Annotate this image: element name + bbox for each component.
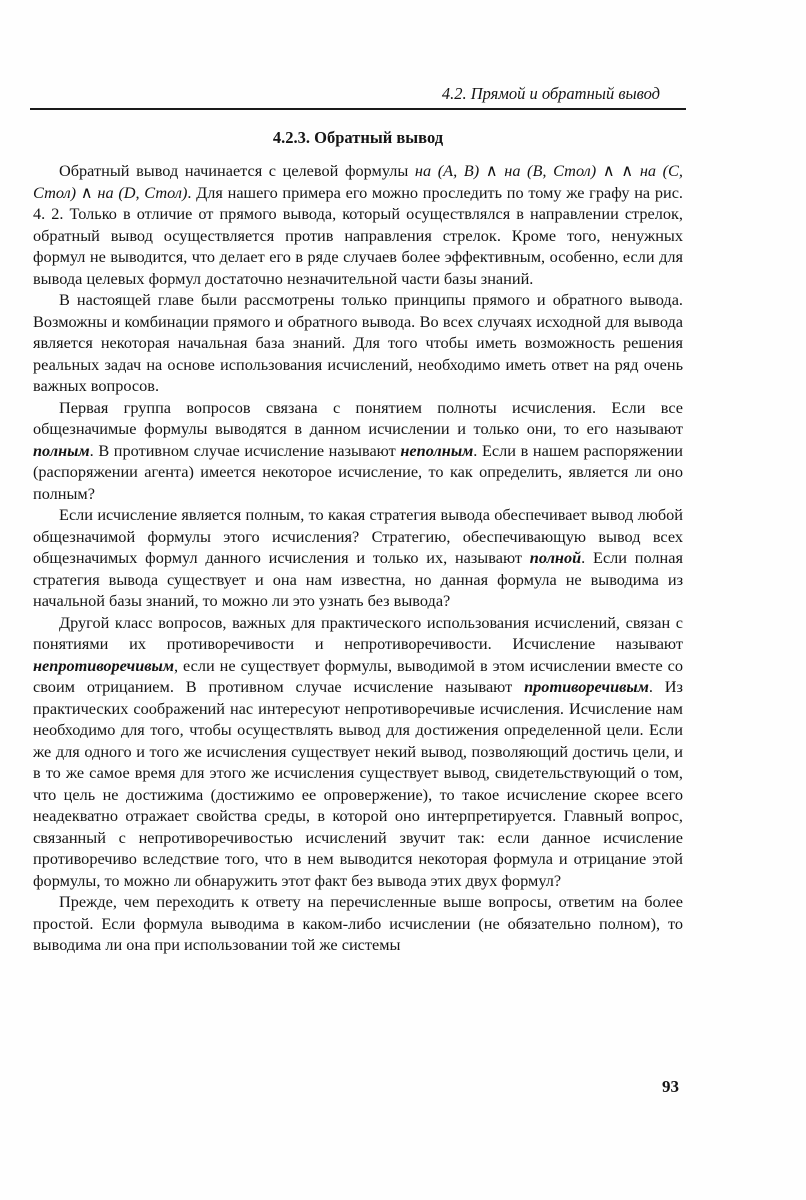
running-head: 4.2. Прямой и обратный вывод bbox=[441, 84, 660, 103]
text-run: Обратный вывод начинается с целевой формулы bbox=[59, 161, 415, 180]
section-title: 4.2.3. Обратный вывод bbox=[272, 128, 444, 147]
text-run: . Если в нашем распоряжении (распоряжении агента) имеется некоторое исчисление, то как определить, является ли оно полным? bbox=[33, 440, 683, 503]
text-run: Прежде, чем переходить к ответу на перечисленные выше вопросы, ответим на более простой. Если формула выводима в каком-либо исчислении (не обязательно полном), то выводима ли она при использовании той же системы bbox=[33, 892, 683, 954]
term: полной bbox=[529, 548, 582, 567]
text-run: . Для нашего примера его можно проследить по тому же графу на рис. 4. 2. Только в отличие от прямого вывода, который осуществлялся в направлении стрелок, обратный вывод осуществляется против направления стрелок. Кроме того, ненужных формул не выводится, что делает его в ряде случаев более эффективным, особенно, если для вывода целевых формул достаточно незначительной части базы знаний. bbox=[33, 182, 683, 288]
paragraph bbox=[33, 289, 683, 397]
paragraph bbox=[33, 504, 683, 612]
text-run: Если исчисление является полным, то какая стратегия вывода обеспечивает вывод любой общезначимой формулы этого исчисления? Стратегию, обеспечивающую вывод всех общезначимых формул данного исчисления и только их, называют bbox=[33, 505, 683, 567]
paragraph bbox=[33, 612, 683, 892]
text-run: . В противном случае исчисление называют bbox=[89, 440, 401, 460]
text-run: Другой класс вопросов, важных для практического использования исчислений, связан с понятиями их противоречивости и непротиворечивости. Исчисление называют bbox=[33, 612, 683, 653]
page-number: 93 bbox=[662, 1077, 679, 1096]
text-run: В настоящей главе были рассмотрены только принципы прямого и обратного вывода. Возможны и комбинации прямого и обратного вывода. Во всех случаях исходной для вывода является некоторая начальная база знаний. Для того чтобы иметь возможность решения реальных задач на основе использования исчислений, необходимо иметь ответ на ряд очень важных вопросов. bbox=[33, 290, 683, 395]
formula: на (A, B) ∧ на (B, Стол) ∧ ∧ на (C, Стол) ∧ на (D, Стол) bbox=[33, 161, 683, 202]
term: непротиворечивым bbox=[33, 655, 174, 675]
paragraph bbox=[33, 160, 683, 289]
text-run: Первая группа вопросов связана с понятием полноты исчисления. Если все общезначимые формулы выводятся в данном исчислении и только они, то его называют bbox=[33, 397, 683, 438]
text-run: , если не существует формулы, выводимой в этом исчислении вместе со своим отрицанием. В противном случае исчисление называют bbox=[33, 655, 683, 696]
text-run: . Если полная стратегия вывода существует и она нам известна, но данная формула не выводима из начальной базы знаний, то можно ли это узнать без вывода? bbox=[33, 548, 683, 610]
header-rule bbox=[30, 108, 686, 110]
body-text bbox=[33, 160, 683, 956]
paragraph bbox=[33, 891, 683, 956]
text-run: . Из практических соображений нас интересуют непротиворечивые исчисления. Исчисление нам необходимо для того, чтобы осуществлять вывод для достижения определенной цели. Если же для одного и того же исчисления существует некий вывод, позволяющий достичь цели, и в то же самое время для этого же исчисления существует вывод, свидетельствующий о том, что цель не достижима (достижимо ее опровержение), то такое исчисление скорее всего неадекватно отражает свойства среды, в которой оно интерпретируется. Главный вопрос, связанный с непротиворечивостью исчислений звучит так: если данное исчисление противоречиво вследствие того, что в нем выводится некоторая формула и отрицание этой формулы, то можно ли обнаружить этот факт без вывода этих двух формул? bbox=[33, 677, 683, 890]
term: неполным bbox=[400, 440, 474, 460]
term: полным bbox=[33, 440, 90, 460]
paragraph bbox=[33, 397, 683, 505]
term: противоречивым bbox=[524, 677, 649, 696]
